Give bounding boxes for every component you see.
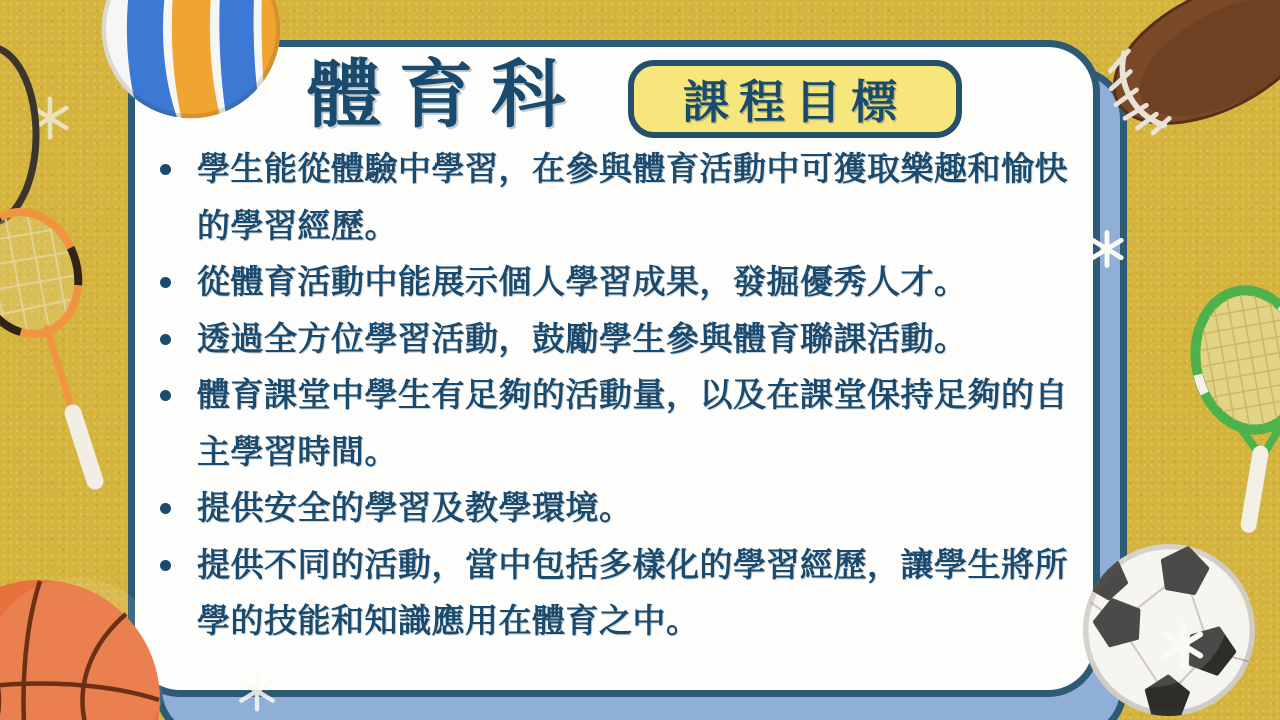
list-item — [157, 141, 1092, 254]
tennis-racket-icon — [1140, 271, 1280, 547]
sparkle-icon — [236, 670, 278, 712]
bullet-dot — [160, 334, 171, 345]
bullet-text: 透過全方位學習活動，鼓勵學生參與體育聯課活動。 — [197, 319, 968, 357]
bullet-text: 從體育活動中能展示個人學習成果，發掘優秀人才。 — [197, 263, 968, 300]
bullet-list — [157, 141, 1092, 650]
list-item — [157, 254, 1092, 311]
bullet-dot — [160, 390, 171, 401]
sparkle-icon — [1088, 230, 1126, 268]
list-item — [157, 311, 1092, 368]
bullet-text: 提供安全的學習及教學環境。 — [197, 489, 633, 526]
bullet-dot — [160, 164, 171, 175]
content-card — [128, 40, 1100, 697]
basketball-icon — [0, 578, 162, 720]
volleyball-icon — [96, 0, 286, 124]
list-item — [157, 537, 1092, 650]
objectives-badge — [628, 60, 962, 138]
bullet-dot — [160, 277, 171, 288]
list-item — [157, 367, 1092, 480]
sparkle-icon — [1160, 622, 1206, 668]
bullet-text: 提供不同的活動，當中包括多樣化的學習經歷，讓學生將所學的技能和知識應用在體育之中。 — [197, 545, 1068, 639]
bullet-text: 體育課堂中學生有足夠的活動量，以及在課堂保持足夠的自主學習時間。 — [197, 376, 1068, 470]
objectives-badge-label: 課程目標 — [683, 76, 907, 128]
badminton-racket-icon — [0, 198, 145, 498]
page-title: 體育科 — [307, 53, 583, 136]
bullet-text: 學生能從體驗中學習，在參與體育活動中可獲取樂趣和愉快的學習經歷。 — [197, 150, 1068, 244]
list-item — [157, 480, 1092, 537]
bullet-dot — [160, 560, 171, 571]
bullet-dot — [160, 503, 171, 514]
